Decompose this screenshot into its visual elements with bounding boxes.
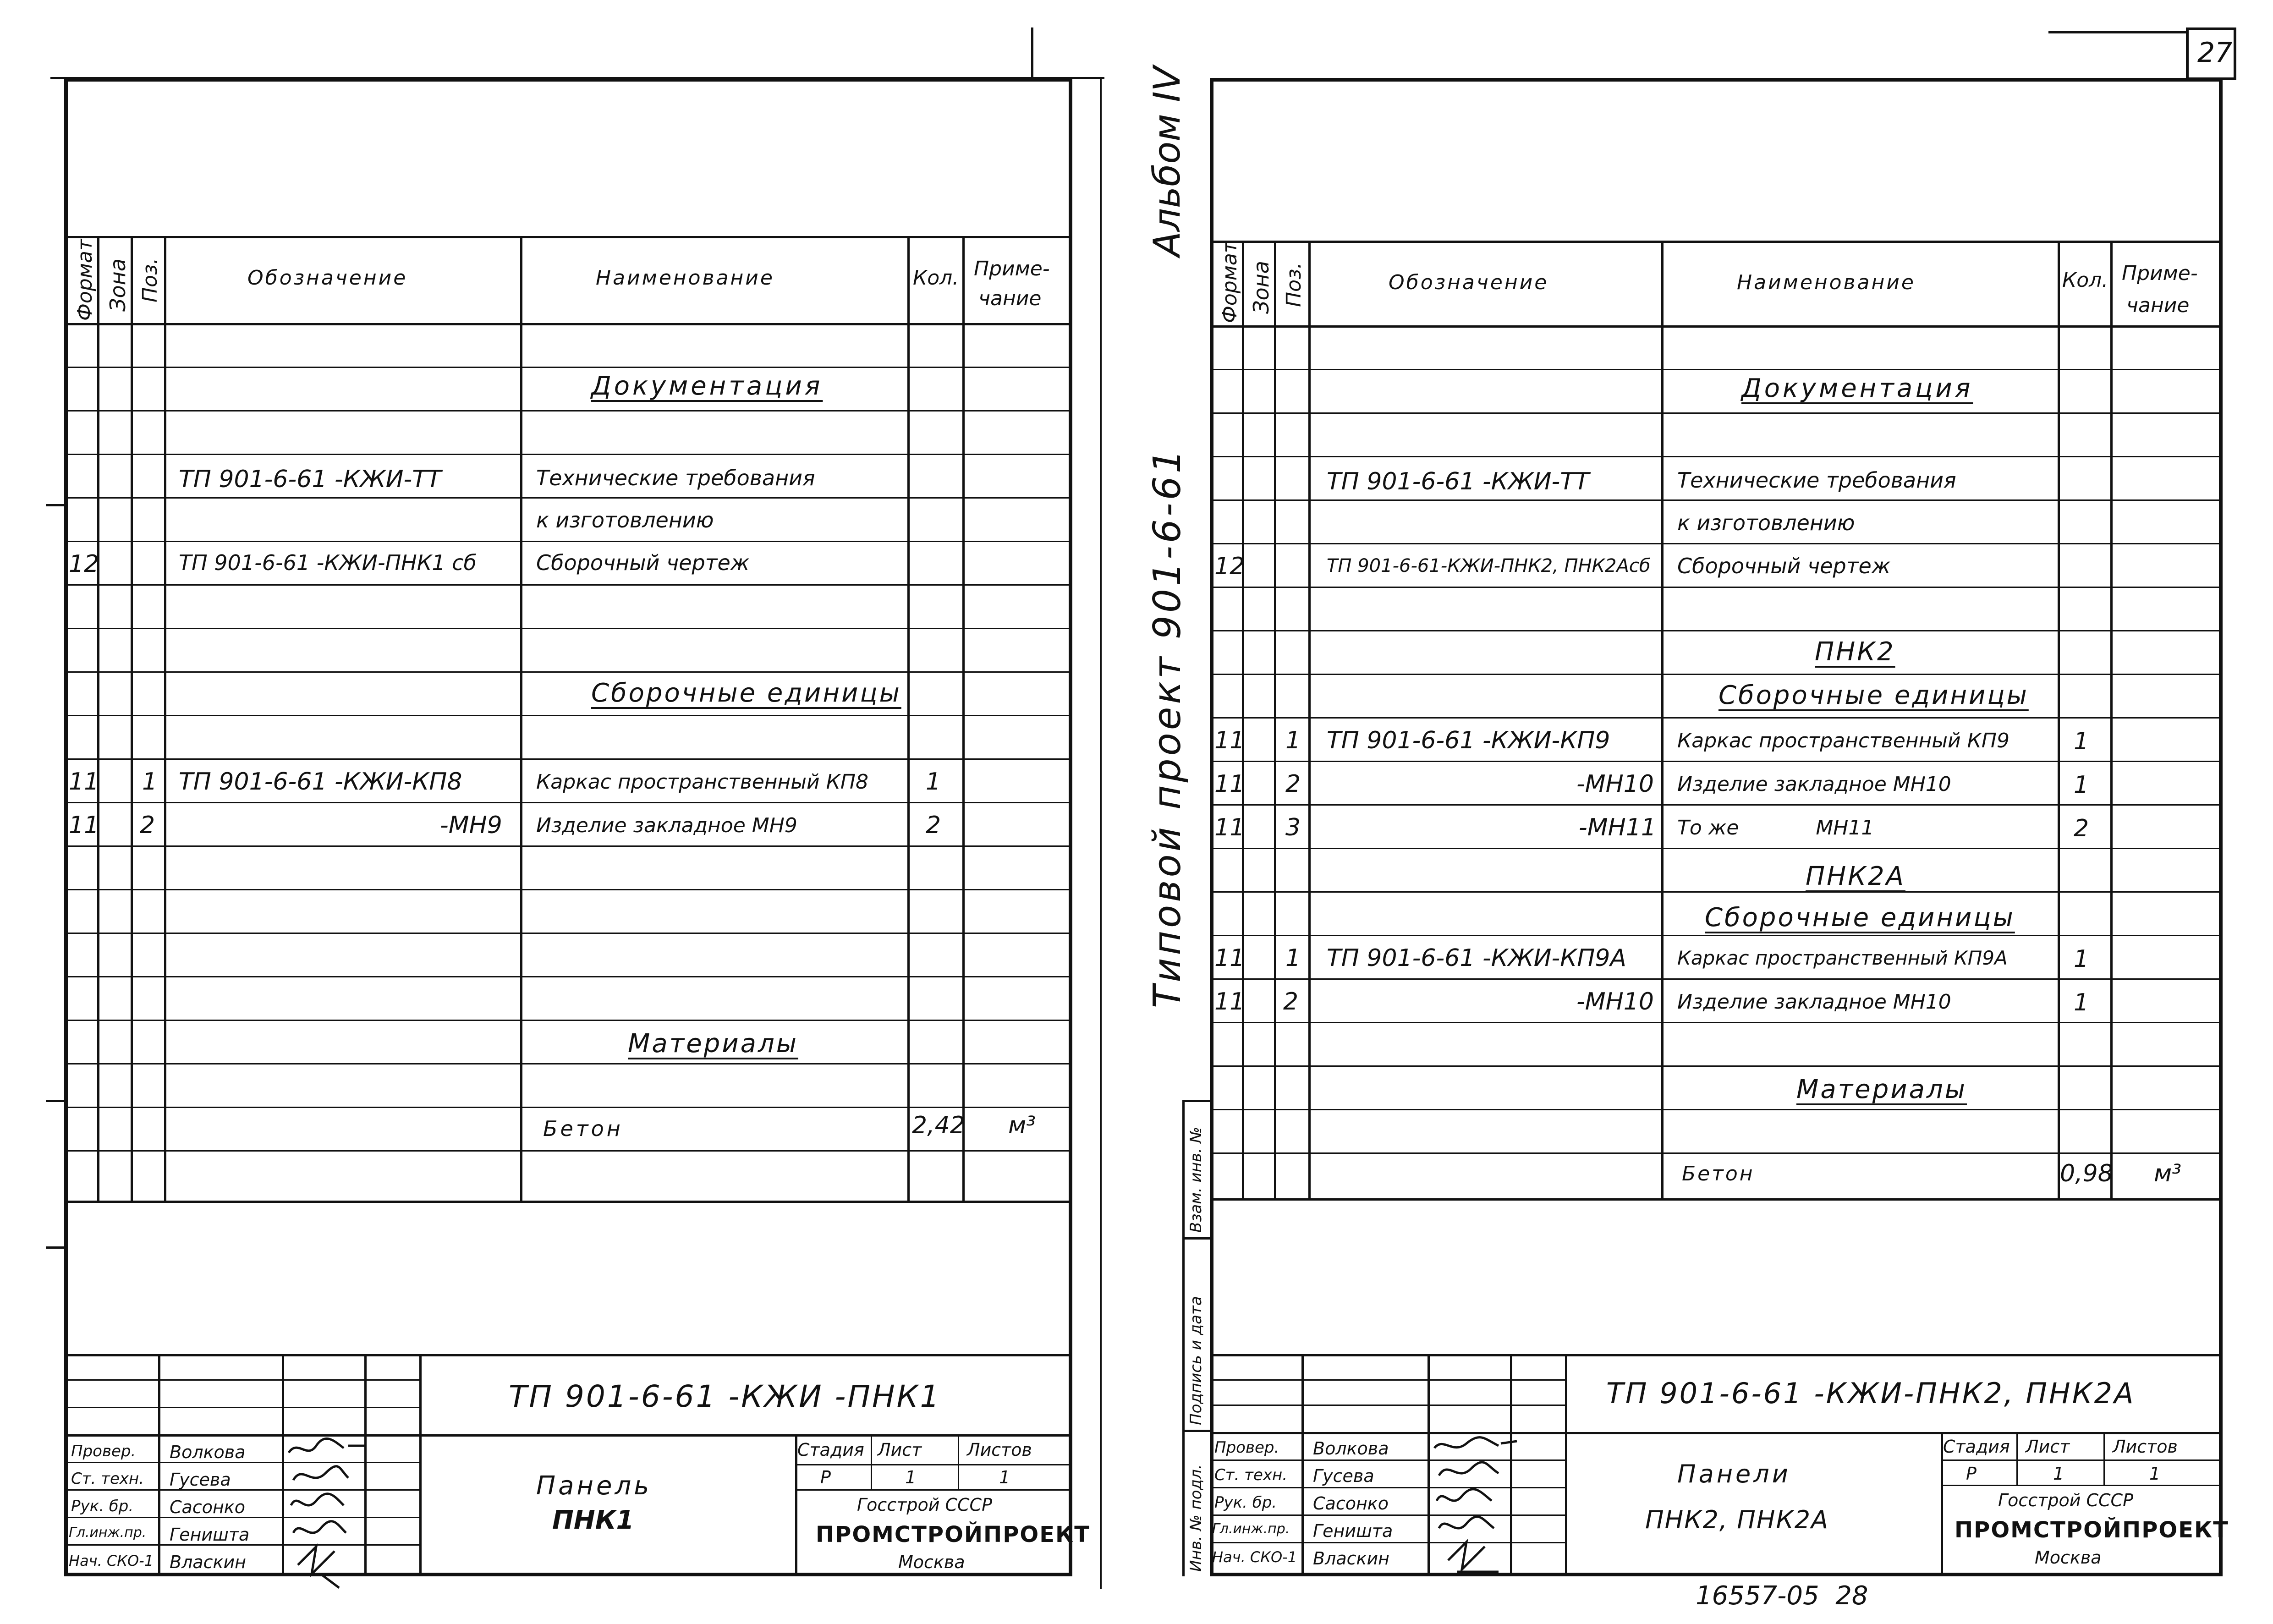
stamp-label-inv: Инв. № подл. bbox=[1187, 1464, 1205, 1572]
tb-line bbox=[795, 1489, 1072, 1491]
bottom-stamp: 16557-05 28 bbox=[1696, 1581, 1868, 1611]
section-documentation: Документация bbox=[1741, 373, 1973, 403]
table-cell-designation: ТП 901-6-61 -КЖИ-КП8 bbox=[179, 768, 462, 796]
person-name: Сасонко bbox=[170, 1497, 246, 1517]
section-assembly-units: Сборочные единицы bbox=[591, 678, 901, 708]
right-col-line bbox=[2110, 241, 2113, 1198]
left-row-line bbox=[64, 1020, 1072, 1021]
table-cell-designation: ТП 901-6-61 -КЖИ-ПНК1 сб bbox=[179, 550, 477, 575]
right-col-line bbox=[1308, 241, 1311, 1198]
table-cell-designation: ТП 901-6-61 -КЖИ-КП9 bbox=[1327, 727, 1610, 754]
top-right-tick bbox=[2048, 31, 2186, 33]
right-row-line bbox=[1210, 848, 2223, 849]
tb-vline bbox=[419, 1354, 422, 1576]
right-row-line bbox=[1210, 935, 2223, 936]
right-row-line bbox=[1210, 1152, 2223, 1154]
stage-value: Р bbox=[1966, 1464, 1977, 1484]
table-cell-designation: -МН9 bbox=[440, 812, 502, 839]
table-cell-pos: 2 bbox=[1285, 770, 1301, 798]
left-row-line bbox=[64, 845, 1072, 847]
section-pnk2: ПНК2 bbox=[1815, 637, 1895, 667]
table-cell-qty: 0,98 bbox=[2060, 1160, 2113, 1187]
org-line3: Москва bbox=[2035, 1547, 2102, 1568]
left-row-line bbox=[64, 454, 1072, 455]
stamp-strip-line bbox=[1182, 1100, 1210, 1102]
left-row-line bbox=[64, 802, 1072, 803]
right-row-line bbox=[1210, 587, 2223, 588]
sheet-label: Лист bbox=[2026, 1437, 2070, 1457]
sheet-value: 1 bbox=[2053, 1464, 2064, 1484]
tb-line bbox=[795, 1464, 1072, 1465]
col-header-zone: Зона bbox=[105, 258, 130, 312]
left-row-line bbox=[64, 1107, 1072, 1108]
table-cell-format: 12 bbox=[69, 550, 99, 578]
col-header-designation: Обозначение bbox=[247, 266, 408, 290]
right-row-line bbox=[1210, 674, 2223, 675]
table-cell-qty: 1 bbox=[2074, 771, 2089, 799]
tb-line bbox=[64, 1407, 422, 1408]
org-line1: Госстрой СССР bbox=[1998, 1490, 2134, 1510]
table-cell-pos: 1 bbox=[1285, 727, 1301, 754]
left-row-line bbox=[64, 758, 1072, 760]
margin-tick bbox=[46, 1246, 64, 1249]
right-table-bottom bbox=[1210, 1198, 2223, 1201]
right-row-line bbox=[1210, 369, 2223, 370]
role-label: Провер. bbox=[71, 1442, 136, 1460]
col-header-format: Формат bbox=[1218, 241, 1241, 323]
tb-line bbox=[1210, 1354, 2223, 1356]
tb-line bbox=[1210, 1379, 1567, 1381]
table-cell-name: Сборочный чертеж bbox=[1677, 554, 1891, 578]
table-cell-note: м³ bbox=[2154, 1160, 2182, 1187]
table-cell-format: 11 bbox=[1214, 988, 1245, 1015]
person-name: Гусева bbox=[170, 1470, 231, 1490]
margin-tick bbox=[46, 504, 64, 506]
right-row-line bbox=[1210, 630, 2223, 631]
tb-vline bbox=[158, 1354, 160, 1576]
right-row-line bbox=[1210, 761, 2223, 762]
right-col-line bbox=[2058, 241, 2060, 1198]
table-cell-designation: ТП 901-6-61 -КЖИ-КП9А bbox=[1327, 944, 1626, 972]
sheets-value: 1 bbox=[999, 1467, 1010, 1487]
tb-vline bbox=[1301, 1354, 1304, 1576]
left-table-bottom bbox=[64, 1201, 1072, 1203]
right-col-line bbox=[1274, 241, 1276, 1198]
table-cell-format: 11 bbox=[1214, 814, 1245, 841]
table-cell-qty: 1 bbox=[926, 768, 941, 796]
col-header-qty: Кол. bbox=[2062, 269, 2108, 292]
left-header-bottom bbox=[64, 323, 1072, 325]
tb-line bbox=[1941, 1485, 2223, 1486]
col-header-qty: Кол. bbox=[913, 266, 959, 290]
section-assembly-units: Сборочные единицы bbox=[1705, 903, 2015, 933]
project-label: Типовой проект 901-6-61 bbox=[1146, 447, 1189, 1008]
table-cell-pos: 2 bbox=[1283, 988, 1299, 1015]
left-row-line bbox=[64, 933, 1072, 934]
table-cell-name: Бетон bbox=[543, 1116, 623, 1141]
table-cell-name: Изделие закладное МН9 bbox=[536, 814, 797, 837]
right-row-line bbox=[1210, 412, 2223, 414]
right-header-bottom bbox=[1210, 325, 2223, 328]
left-row-line bbox=[64, 1150, 1072, 1152]
role-label: Нач. СКО-1 bbox=[69, 1552, 154, 1569]
col-header-note-1: Приме- bbox=[974, 257, 1050, 280]
section-documentation: Документация bbox=[591, 371, 823, 401]
stage-label: Стадия bbox=[1943, 1437, 2010, 1457]
left-row-line bbox=[64, 584, 1072, 586]
col-header-zone: Зона bbox=[1249, 261, 1274, 314]
table-cell-qty: 1 bbox=[2074, 989, 2089, 1016]
table-cell-format: 11 bbox=[69, 812, 99, 839]
table-cell-name: Каркас пространственный КП9А bbox=[1677, 947, 2008, 969]
org-line1: Госстрой СССР bbox=[857, 1495, 993, 1515]
stamp-label-sign: Подпись и дата bbox=[1187, 1296, 1205, 1425]
left-row-line bbox=[64, 541, 1072, 542]
col-header-note-1: Приме- bbox=[2122, 262, 2198, 285]
table-cell-format: 11 bbox=[1214, 770, 1245, 798]
stamp-strip-line bbox=[1182, 1100, 1185, 1576]
person-name: Геништа bbox=[1313, 1521, 1393, 1541]
table-cell-qty: 1 bbox=[2074, 945, 2089, 973]
right-header-top bbox=[1210, 241, 2223, 243]
stage-label: Стадия bbox=[797, 1440, 864, 1460]
left-col-line bbox=[962, 236, 965, 1201]
table-cell-name: Технические требования bbox=[1677, 468, 1956, 493]
left-row-line bbox=[64, 1063, 1072, 1064]
tb-line bbox=[64, 1354, 1072, 1356]
col-header-pos: Поз. bbox=[1282, 262, 1306, 307]
signature-scribbles bbox=[284, 1437, 376, 1592]
col-header-name: Наименование bbox=[1737, 271, 1916, 294]
sheet-value: 1 bbox=[905, 1467, 917, 1487]
left-row-line bbox=[64, 497, 1072, 499]
right-row-line bbox=[1210, 499, 2223, 501]
person-name: Гусева bbox=[1313, 1466, 1374, 1486]
left-col-line bbox=[97, 236, 99, 1201]
sheets-label: Листов bbox=[2113, 1437, 2178, 1457]
col-header-note-2: чание bbox=[978, 287, 1042, 310]
drawing-code: ТП 901-6-61 -КЖИ -ПНК1 bbox=[509, 1379, 941, 1414]
right-row-line bbox=[1210, 978, 2223, 980]
right-row-line bbox=[1210, 717, 2223, 719]
left-col-line bbox=[907, 236, 910, 1201]
right-col-line bbox=[1242, 241, 1244, 1198]
role-label: Гл.инж.пр. bbox=[69, 1525, 147, 1541]
sheet-label: Лист bbox=[878, 1440, 922, 1460]
table-cell-name: Сборочный чертеж bbox=[536, 550, 750, 575]
stage-value: Р bbox=[820, 1467, 831, 1487]
org-line2: ПРОМСТРОЙПРОЕКТ bbox=[816, 1522, 1090, 1547]
tb-line bbox=[1941, 1459, 2223, 1461]
tb-vline bbox=[871, 1434, 872, 1489]
person-name: Волкова bbox=[170, 1442, 246, 1462]
person-name: Власкин bbox=[170, 1552, 247, 1572]
table-cell-format: 12 bbox=[1214, 553, 1245, 580]
drawing-name-line1: Панели bbox=[1677, 1459, 1791, 1488]
right-row-line bbox=[1210, 1022, 2223, 1023]
stamp-strip-line bbox=[1182, 1237, 1210, 1240]
table-cell-qty: 1 bbox=[2074, 728, 2089, 755]
table-cell-qty: 2 bbox=[2074, 815, 2089, 842]
tb-vline bbox=[1565, 1354, 1567, 1576]
col-header-note-2: чание bbox=[2126, 294, 2190, 317]
signature-scribbles bbox=[1430, 1434, 1521, 1586]
right-row-line bbox=[1210, 1065, 2223, 1067]
table-cell-note: м³ bbox=[1008, 1112, 1036, 1139]
table-cell-name: То же МН11 bbox=[1677, 816, 1874, 839]
left-row-line bbox=[64, 671, 1072, 673]
tb-line bbox=[64, 1379, 422, 1381]
role-label: Ст. техн. bbox=[71, 1470, 144, 1488]
right-row-line bbox=[1210, 543, 2223, 544]
left-col-line bbox=[131, 236, 133, 1201]
role-label: Рук. бр. bbox=[1214, 1493, 1277, 1512]
table-cell-name: Каркас пространственный КП8 bbox=[536, 770, 868, 794]
table-cell-pos: 2 bbox=[140, 812, 155, 839]
tb-line bbox=[64, 1434, 1072, 1437]
left-col-line bbox=[520, 236, 522, 1201]
left-row-line bbox=[64, 715, 1072, 716]
role-label: Ст. техн. bbox=[1214, 1466, 1288, 1484]
left-col-line bbox=[164, 236, 166, 1201]
col-header-pos: Поз. bbox=[138, 258, 162, 302]
role-label: Нач. СКО-1 bbox=[1212, 1548, 1297, 1566]
col-header-designation: Обозначение bbox=[1389, 271, 1549, 294]
tb-line bbox=[1210, 1432, 2223, 1434]
section-materials: Материалы bbox=[628, 1029, 798, 1059]
section-assembly-units: Сборочные единицы bbox=[1718, 680, 2029, 710]
table-cell-format: 11 bbox=[1214, 727, 1245, 754]
sheets-label: Листов bbox=[967, 1440, 1032, 1460]
table-cell-qty: 2 bbox=[926, 812, 941, 839]
section-materials: Материалы bbox=[1796, 1075, 1967, 1104]
table-cell-designation: -МН10 bbox=[1576, 988, 1654, 1015]
left-header-top bbox=[64, 236, 1072, 238]
album-label: Альбом IV bbox=[1146, 66, 1188, 257]
table-cell-format: 11 bbox=[1214, 944, 1245, 972]
right-row-line bbox=[1210, 456, 2223, 457]
left-row-line bbox=[64, 976, 1072, 977]
tb-vline bbox=[2016, 1432, 2018, 1485]
table-cell-pos: 1 bbox=[1285, 944, 1301, 972]
table-cell-name: Изделие закладное МН10 bbox=[1677, 990, 1951, 1014]
table-cell-name: к изготовлению bbox=[1677, 510, 1855, 535]
right-col-line bbox=[1661, 241, 1664, 1198]
drawing-code: ТП 901-6-61 -КЖИ-ПНК2, ПНК2А bbox=[1606, 1377, 2136, 1410]
left-top-tick bbox=[1031, 27, 1033, 78]
tb-vline bbox=[2103, 1432, 2105, 1485]
table-cell-name: Изделие закладное МН10 bbox=[1677, 773, 1951, 796]
person-name: Волкова bbox=[1313, 1438, 1389, 1459]
col-header-format: Формат bbox=[73, 239, 97, 321]
org-line2: ПРОМСТРОЙПРОЕКТ bbox=[1955, 1517, 2229, 1543]
role-label: Рук. бр. bbox=[71, 1497, 134, 1515]
table-cell-designation: ТП 901-6-61 -КЖИ-ТТ bbox=[179, 466, 441, 493]
drawing-name-line2: ПНК1 bbox=[552, 1505, 634, 1535]
person-name: Сасонко bbox=[1313, 1493, 1389, 1514]
table-cell-name: к изготовлению bbox=[536, 508, 714, 532]
table-cell-name: Технические требования bbox=[536, 466, 815, 490]
drawing-name-line1: Панель bbox=[536, 1471, 652, 1501]
role-label: Гл.инж.пр. bbox=[1212, 1521, 1290, 1537]
stamp-label-replace: Взам. инв. № bbox=[1187, 1127, 1205, 1233]
left-row-line bbox=[64, 367, 1072, 368]
stamp-strip-line bbox=[1182, 1430, 1210, 1432]
col-header-name: Наименование bbox=[596, 266, 774, 290]
left-row-line bbox=[64, 628, 1072, 629]
drawing-name-line2: ПНК2, ПНК2А bbox=[1645, 1505, 1829, 1534]
table-cell-qty: 2,42 bbox=[912, 1112, 965, 1139]
right-row-line bbox=[1210, 1109, 2223, 1110]
section-pnk2a: ПНК2А bbox=[1806, 861, 1905, 891]
table-cell-name: Бетон bbox=[1682, 1162, 1755, 1185]
left-row-line bbox=[64, 410, 1072, 411]
person-name: Геништа bbox=[170, 1525, 250, 1545]
table-cell-pos: 3 bbox=[1285, 814, 1301, 841]
table-cell-format: 11 bbox=[69, 768, 99, 796]
table-cell-designation: ТП 901-6-61-КЖИ-ПНК2, ПНК2Асб bbox=[1327, 555, 1651, 576]
table-cell-pos: 1 bbox=[142, 768, 158, 796]
table-cell-designation: -МН11 bbox=[1579, 814, 1656, 841]
right-row-line bbox=[1210, 891, 2223, 893]
table-cell-name: Каркас пространственный КП9 bbox=[1677, 729, 2009, 752]
page-number: 27 bbox=[2197, 37, 2233, 69]
margin-tick bbox=[46, 1100, 64, 1102]
sheets-value: 1 bbox=[2149, 1464, 2161, 1484]
left-fold-line bbox=[1100, 77, 1102, 1589]
table-cell-designation: -МН10 bbox=[1576, 770, 1654, 798]
tb-line bbox=[1210, 1405, 1567, 1406]
right-row-line bbox=[1210, 804, 2223, 806]
table-cell-designation: ТП 901-6-61 -КЖИ-ТТ bbox=[1327, 468, 1589, 495]
tb-vline bbox=[958, 1434, 959, 1489]
role-label: Провер. bbox=[1214, 1438, 1279, 1457]
org-line3: Москва bbox=[898, 1552, 965, 1572]
person-name: Власкин bbox=[1313, 1548, 1390, 1569]
left-row-line bbox=[64, 889, 1072, 890]
